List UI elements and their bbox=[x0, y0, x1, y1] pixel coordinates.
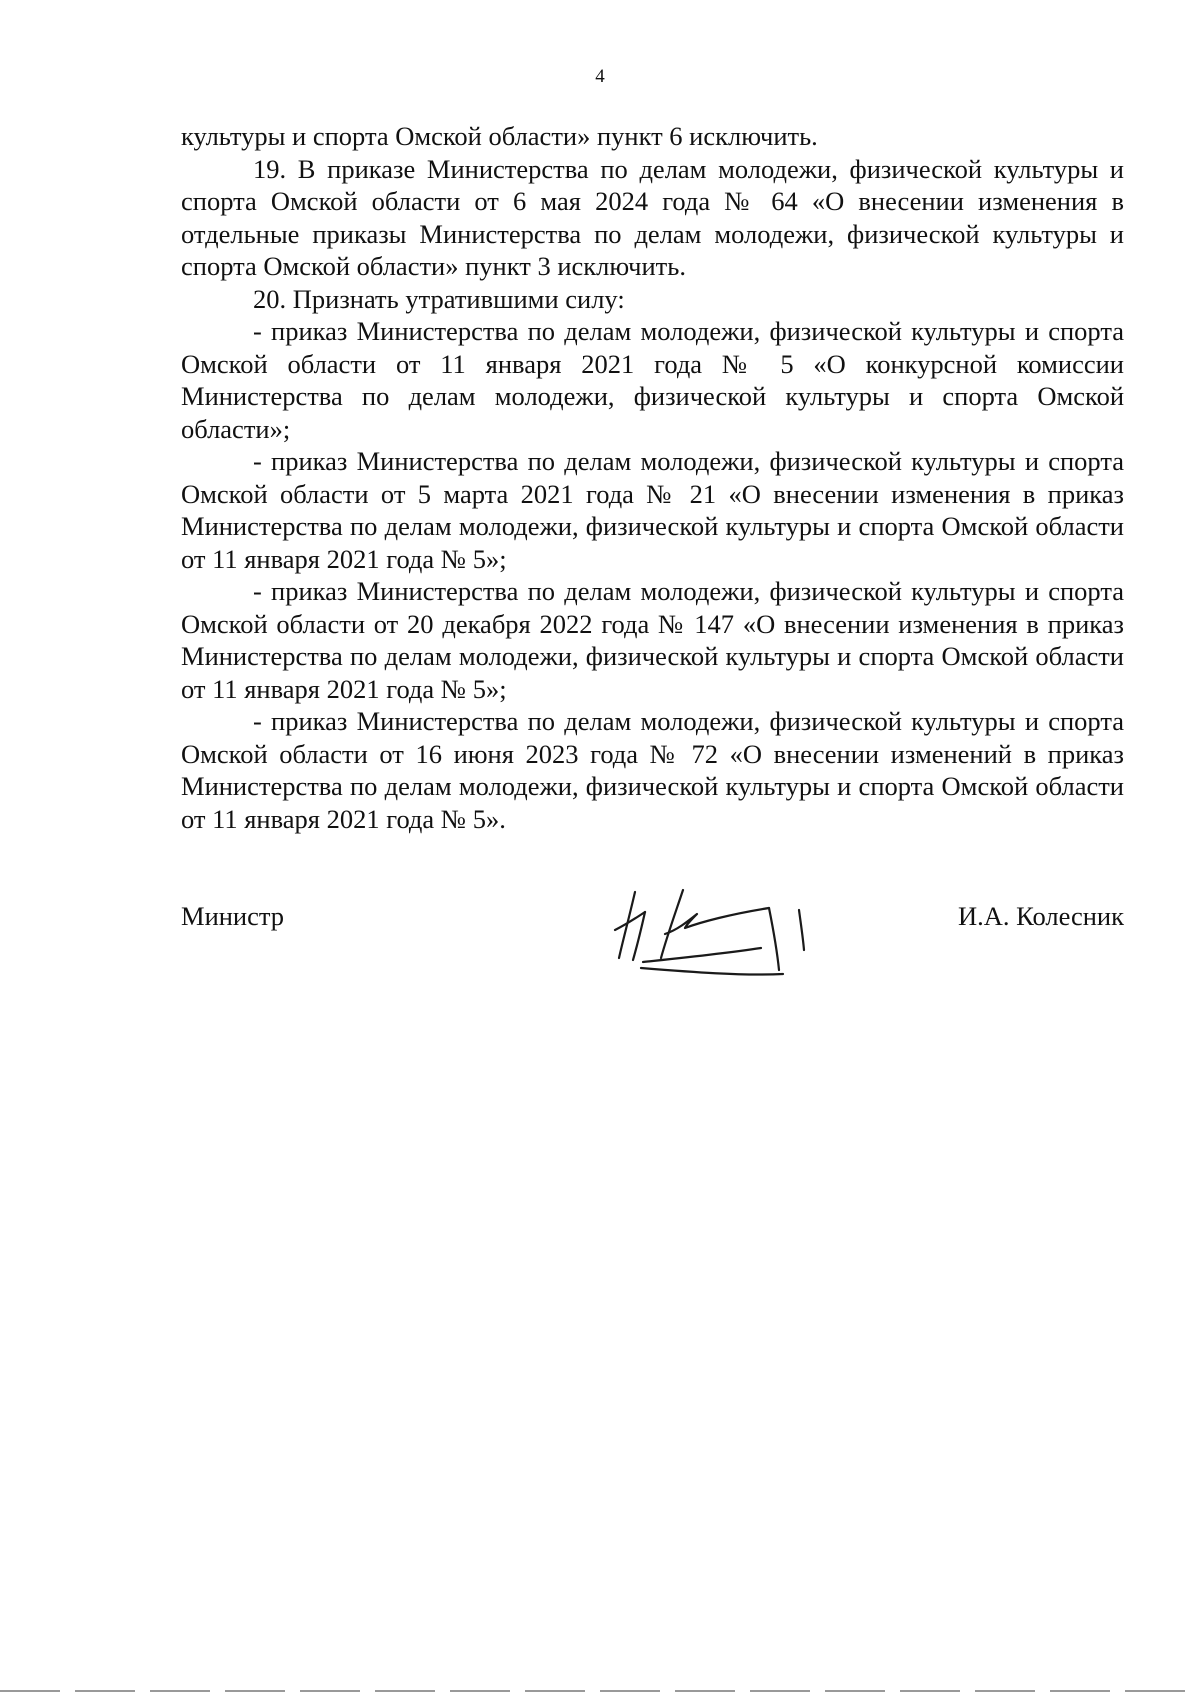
repealed-order-item: - приказ Министерства по делам молодежи, физической культуры и спорта Омской области от 5 марта 2021 года № 21 «О внесении изменения в приказ Министерства по делам молодежи, физической культуры и спорта Омской области от 11 января 2021 года № 5»; bbox=[181, 446, 1124, 574]
repealed-order-item: - приказ Министерства по делам молодежи, физической культуры и спорта Омской области от 16 июня 2023 года № 72 «О внесении изменений в приказ Министерства по делам молодежи, физической культуры и спорта Омской области от 11 января 2021 года № 5». bbox=[181, 706, 1124, 834]
paragraph-continuation: культуры и спорта Омской области» пункт 6 исключить. bbox=[181, 121, 818, 151]
signatory-position: Министр bbox=[181, 901, 285, 931]
handwritten-signature bbox=[601, 870, 841, 980]
page-number: 4 bbox=[595, 66, 605, 87]
signatory-name: И.А. Колесник bbox=[957, 901, 1124, 931]
repealed-order-item: - приказ Министерства по делам молодежи, физической культуры и спорта Омской области от 11 января 2021 года № 5 «О конкурсной комиссии Министерства по делам молодежи, физической культуры и спорта Омской области»; bbox=[181, 316, 1124, 444]
paragraph-item-19: 19. В приказе Министерства по делам молодежи, физической культуры и спорта Омской области от 6 мая 2024 года № 64 «О внесении изменения в отдельные приказы Министерства по делам молодежи, физической культуры и спорта Омской области» пункт 3 исключить. bbox=[181, 153, 1124, 281]
repealed-order-item: - приказ Министерства по делам молодежи, физической культуры и спорта Омской области от 20 декабря 2022 года № 147 «О внесении изменения в приказ Министерства по делам молодежи, физической культуры и спорта Омской области от 11 января 2021 года № 5»; bbox=[181, 576, 1124, 704]
scan-edge-line bbox=[0, 1690, 1200, 1692]
document-body bbox=[181, 120, 1124, 835]
paragraph-item-20: 20. Признать утратившими силу: bbox=[253, 283, 625, 314]
signature-block bbox=[181, 900, 1124, 1010]
